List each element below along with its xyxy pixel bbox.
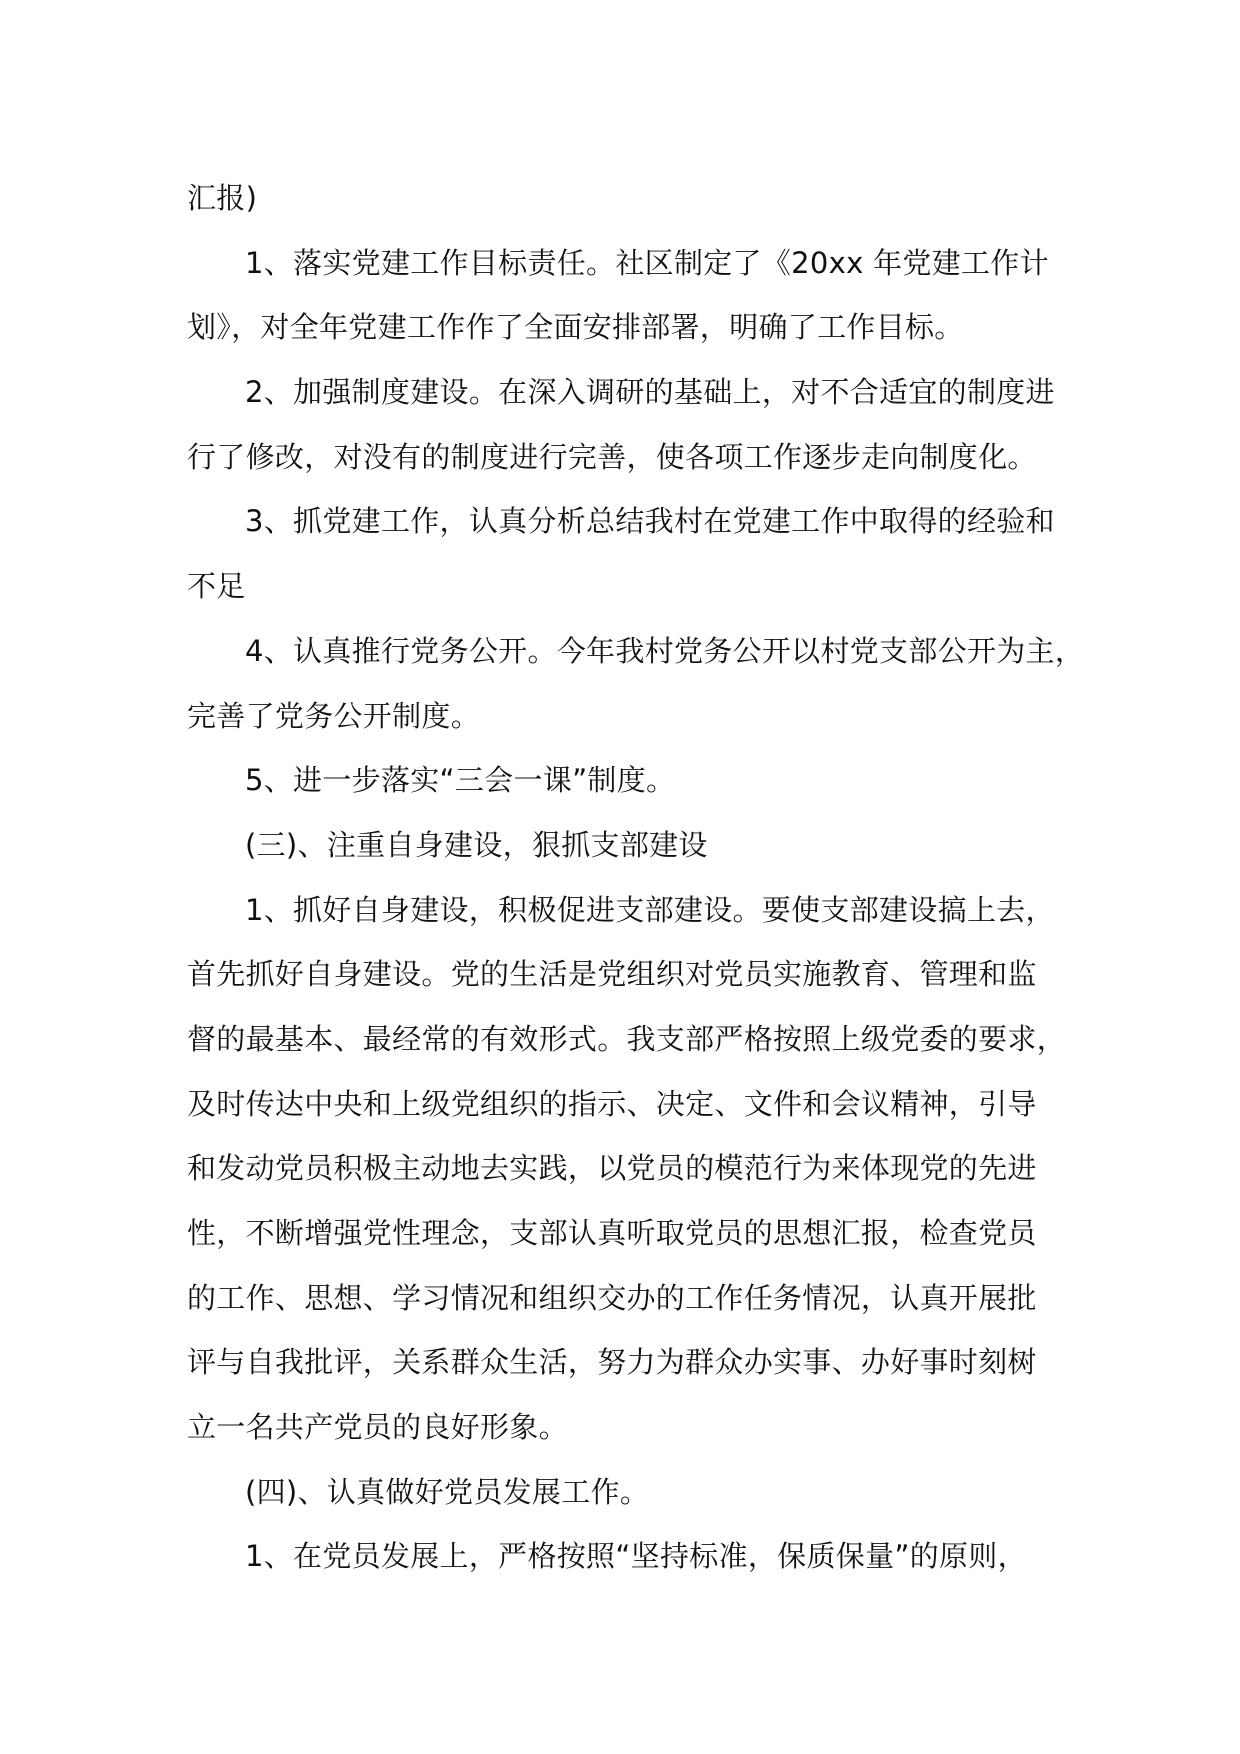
text-line: 督的最基本、最经常的有效形式。我支部严格按照上级党委的要求， [187,1021,1067,1056]
text-line: 性，不断增强党性理念，支部认真听取党员的思想汇报，检查党员 [187,1216,1037,1250]
text-line: 2、加强制度建设。在深入调研的基础上，对不合适宜的制度进 [245,375,1055,410]
text-line: 和发动党员积极主动地去实践，以党员的模范行为来体现党的先进 [187,1151,1037,1186]
text-line: 4、认真推行党务公开。今年我村党务公开以村党支部公开为主， [245,633,1085,668]
section-heading: (三)、注重自身建设，狠抓支部建设 [245,827,708,862]
text-line: 的工作、思想、学习情况和组织交办的工作任务情况，认真开展批 [187,1280,1037,1315]
text-line: 5、进一步落实“三会一课”制度。 [245,763,676,798]
text-line: 行了修改，对没有的制度进行完善，使各项工作逐步走向制度化。 [187,439,1037,474]
text-line: 1、落实党建工作目标责任。社区制定了《20xx 年党建工作计 [245,245,1049,280]
text-line: 1、抓好自身建设，积极促进支部建设。要使支部建设搞上去， [245,892,1055,927]
text-line: 评与自我批评，关系群众生活，努力为群众办实事、办好事时刻树 [187,1345,1037,1380]
text-line: 完善了党务公开制度。 [187,698,481,733]
section-heading: (四)、认真做好党员发展工作。 [245,1474,650,1509]
text-line: 1、在党员发展上，严格按照“坚持标准，保质保量”的原则， [245,1539,1027,1574]
text-line: 立一名共产党员的良好形象。 [187,1410,568,1445]
text-line: 不足 [187,569,246,604]
text-line: 汇报) [187,181,258,215]
text-line: 3、抓党建工作，认真分析总结我村在党建工作中取得的经验和 [245,504,1055,539]
text-line: 划》，对全年党建工作作了全面安排部署，明确了工作目标。 [187,310,964,345]
document-body [187,166,1085,1589]
text-line: 首先抓好自身建设。党的生活是党组织对党员实施教育、管理和监 [187,957,1037,992]
text-line: 及时传达中央和上级党组织的指示、决定、文件和会议精神，引导 [187,1086,1037,1121]
